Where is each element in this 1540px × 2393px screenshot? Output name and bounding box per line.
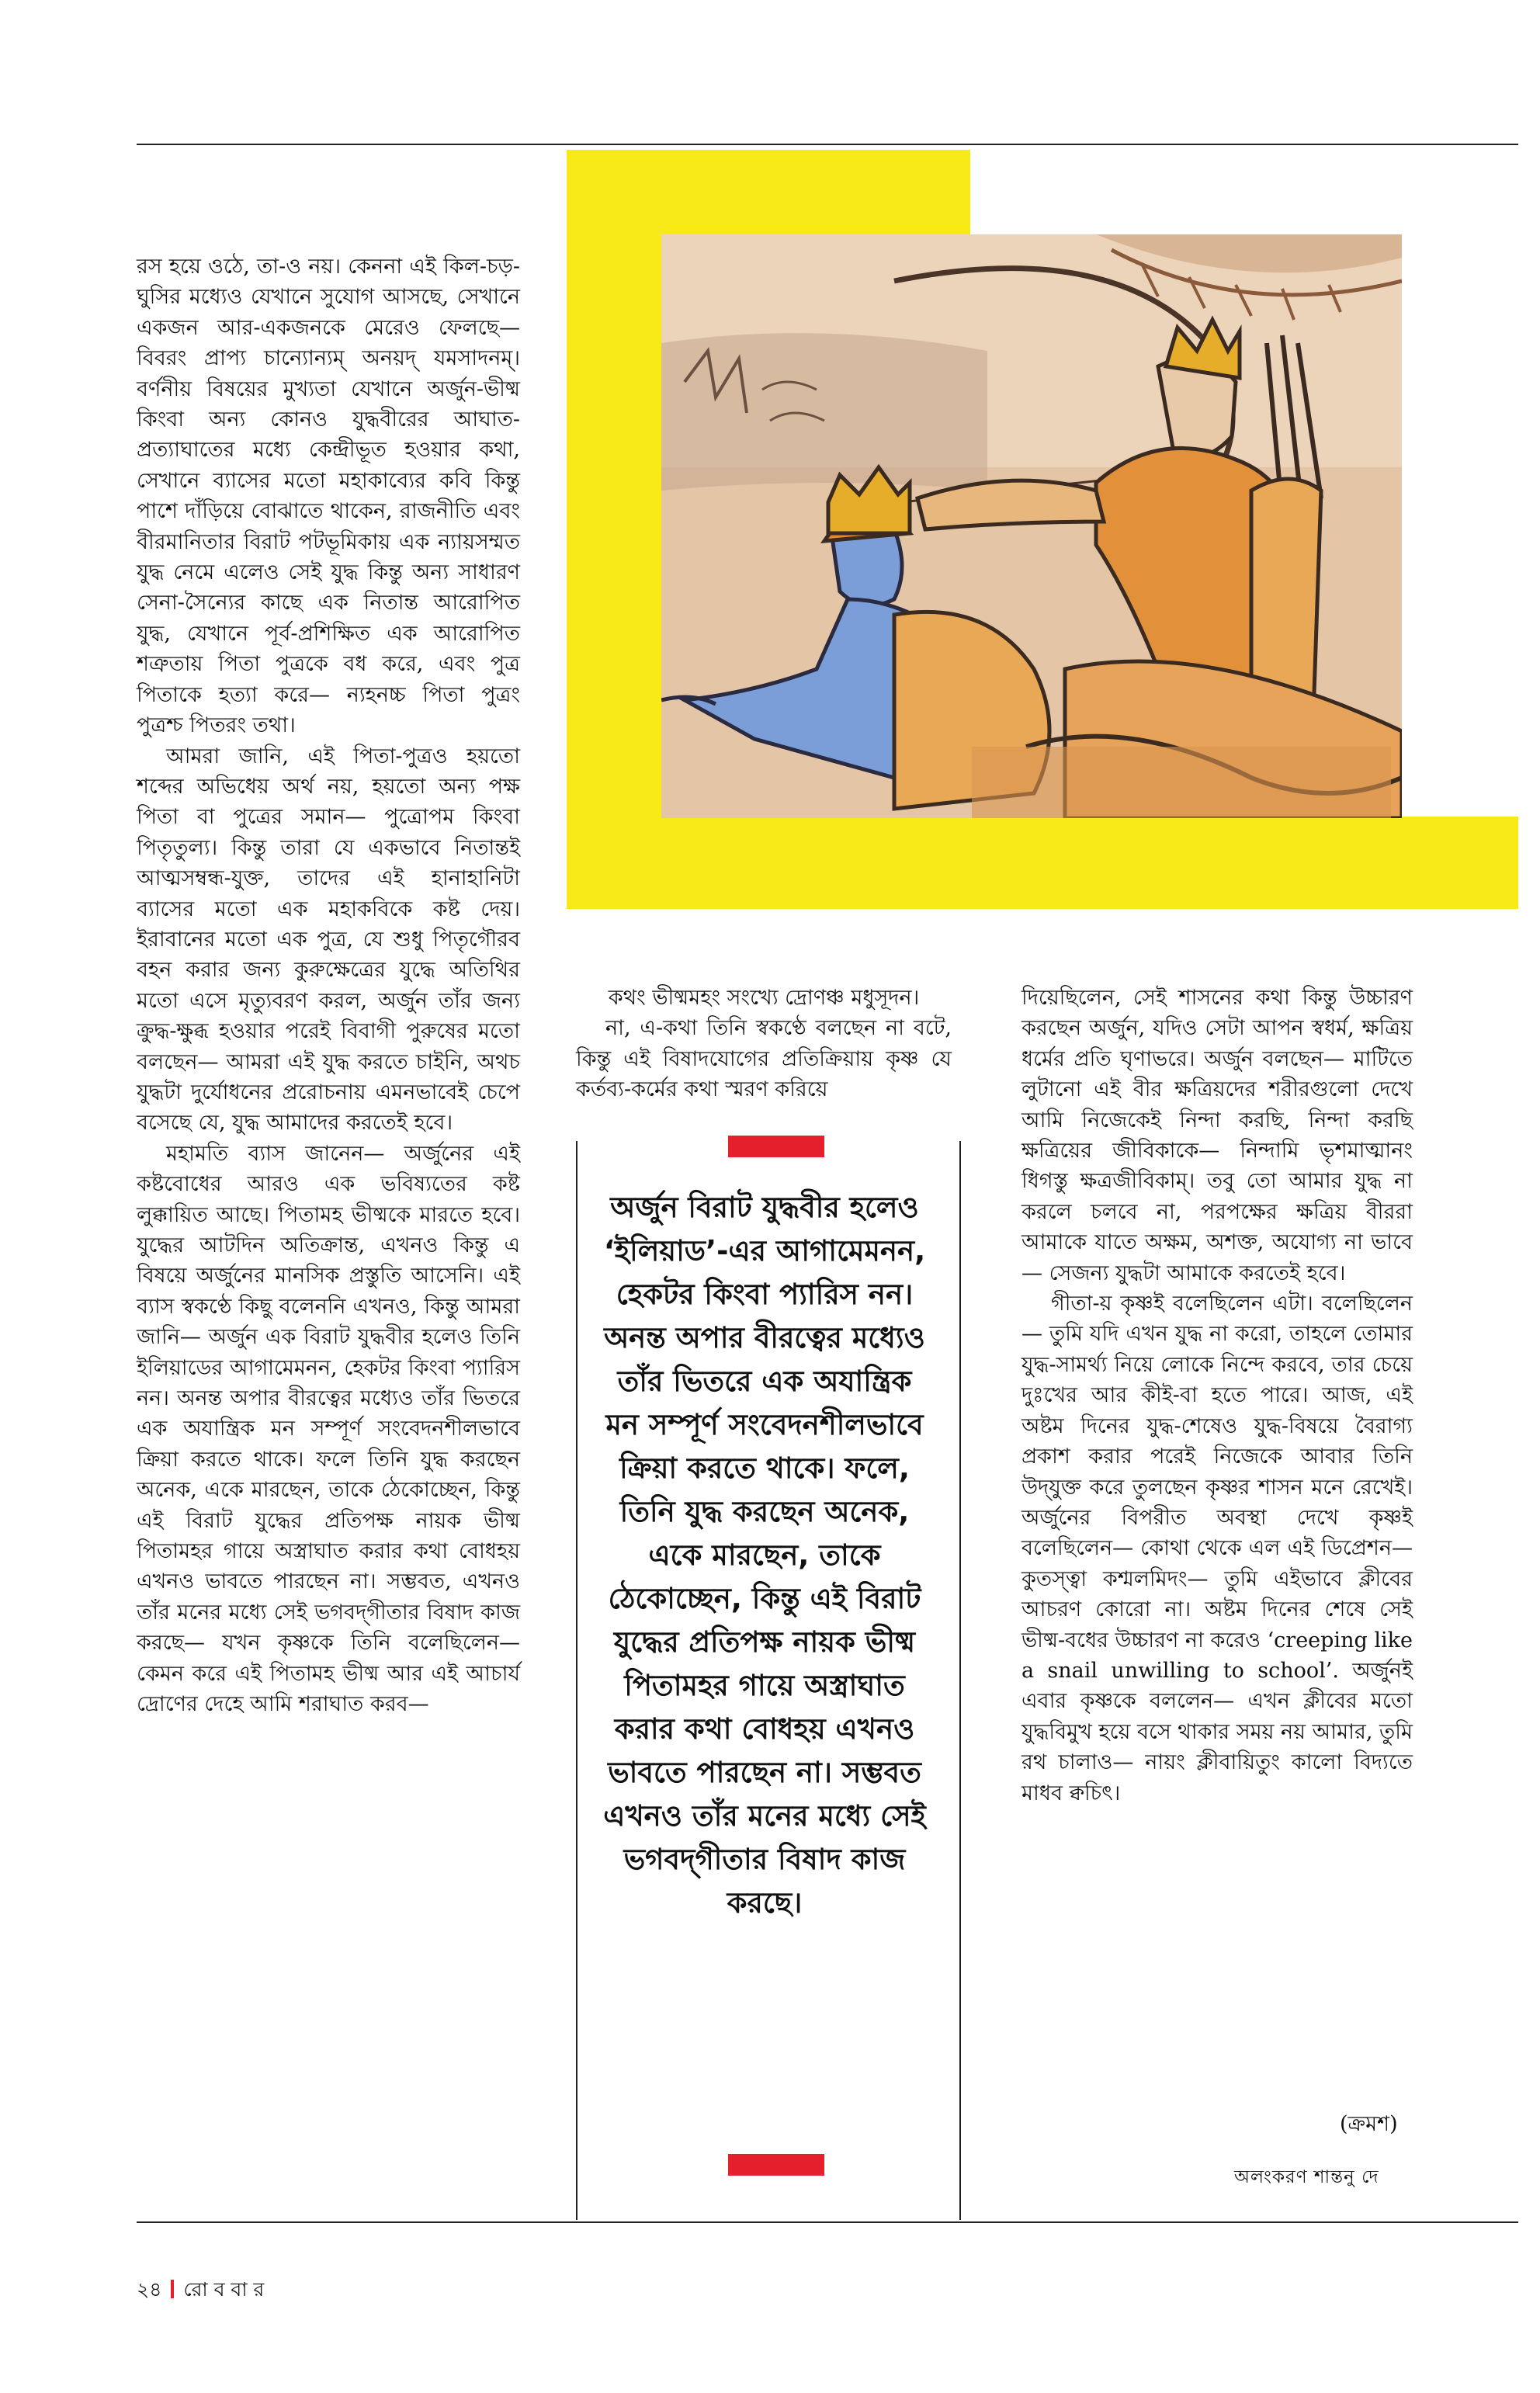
page-number: ২৪ (137, 2278, 162, 2301)
yellow-block-left (567, 150, 663, 909)
paragraph: দিয়েছিলেন, সেই শাসনের কথা কিন্তু উচ্চারণ করছেন অর্জুন, যদিও সেটা আপন স্বধর্ম, ক্ষত্রিয় ধর্মের প্রতি ঘৃণাভরে। অর্জুন বলছেন— মাটিতে লুটানো এই বীর ক্ষত্রিয়দের শরীরগুলো দেখে আমি নিজেকেই নিন্দা করছি, নিন্দা করছি ক্ষত্রিয়ের জীবিকাকে— নিন্দামি ভৃশমাত্মানং ধিগস্তু ক্ষত্রজীবিকাম্। তবু তো আমার যুদ্ধ না করলে চলবে না, পরপক্ষের ক্ষত্রিয় বীররা আমাকে যাতে অক্ষম, অশক্ত, অযোগ্য না ভাবে— সেজন্য যুদ্ধটা আমাকে করতেই হবে। (1021, 986, 1413, 1285)
paragraph: মহামতি ব্যাস জানেন— অর্জুনের এই কষ্টবোধের আরও এক ভবিষ্যতের কষ্ট লুক্কায়িত আছে। পিতামহ ভীষ্মকে মারতে হবে। যুদ্ধের আটদিন অতিক্রান্ত, এখনও কিন্তু এ বিষয়ে অর্জুনের মানসিক প্রস্তুতি আসেনি। এই ব্যাস স্বকণ্ঠে কিছু বলেননি এখনও, কিন্তু আমরা জানি— অর্জুন এক বিরাট যুদ্ধবীর হলেও তিনি ইলিয়াডের আগামেমনন, হেকটর কিংবা প্যারিস নন। অনন্ত অপার বীরত্বের মধ্যেও তাঁর ভিতরে এক অযান্ত্রিক মন সম্পূর্ণ সংবেদনশীলভাবে ক্রিয়া করতে থাকে। ফলে তিনি যুদ্ধ করছেন অনেক, একে মারছেন, তাকে ঠেকোচ্ছেন, কিন্তু এই বিরাট যুদ্ধের প্রতিপক্ষ নায়ক ভীষ্ম পিতামহর গায়ে অস্ত্রাঘাত করার কথা বোধহয় এখনও ভাবতে পারছেন না। সম্ভবত, এখনও তাঁর মনের মধ্যে সেই ভগবদ্‌গীতার বিষাদ কাজ করছে— যখন কৃষ্ণকে তিনি বলেছিলেন— কেমন করে এই পিতামহ ভীষ্ম আর এই আচার্য দ্রোণের দেহে আমি শরাঘাত করব— (137, 1141, 520, 1717)
magazine-name: রো ব বা র (183, 2278, 265, 2301)
article-column-right (1021, 983, 1413, 1809)
continued-label: (ক্রমশ) (1340, 2112, 1398, 2136)
paragraph: রস হয়ে ওঠে, তা-ও নয়। কেননা এই কিল-চড়-ঘুসির মধ্যেও যেখানে সুযোগ আসছে, সেখানে একজন আর-একজনকে মেরেও ফেলছে— বিবরং প্রাপ্য চান্যোন্যম্ অনয়দ্ যমসাদনম্। বর্ণনীয় বিষয়ের মুখ্যতা যেখানে অর্জুন-ভীষ্ম কিংবা অন্য কোনও যুদ্ধবীরের আঘাত-প্রত্যাঘাতের মধ্যে কেন্দ্রীভূত হওয়ার কথা, সেখানে ব্যাসের মতো মহাকাব্যের কবি কিন্তু পাশে দাঁড়িয়ে বোঝাতে থাকেন, রাজনীতি এবং বীরমানিতার বিরাট পটভূমিকায় এক ন্যায়সম্মত যুদ্ধ নেমে এলেও সেই যুদ্ধ কিন্তু অন্য সাধারণ সেনা-সৈন্যের কাছে এক নিতান্ত আরোপিত যুদ্ধ, যেখানে পূর্ব-প্রশিক্ষিত এক আরোপিত শত্রুতায় পিতা পুত্রকে বধ করে, এবং পুত্র পিতাকে হত্যা করে— ন্যহনচ্চ পিতা পুত্রং পুত্রশ্চ পিতরং তথা। (137, 255, 520, 738)
yellow-block-bottom (567, 817, 1518, 909)
paragraph: আমরা জানি, এই পিতা-পুত্রও হয়তো শব্দের অভিধেয় অর্থ নয়, হয়তো অন্য পক্ষ পিতা বা পুত্রের সমান— পুত্রোপম কিংবা পিতৃতুল্য। কিন্তু তারা যে একভাবে নিতান্তই আত্মসম্বন্ধ-যুক্ত, তাদের এই হানাহানিটা ব্যাসের মতো এক মহাকবিকে কষ্ট দেয়। ইরাবানের মতো এক পুত্র, যে শুধু পিতৃগৌরব বহন করার জন্য কুরুক্ষেত্রের যুদ্ধে অতিথির মতো এসে মৃত্যুবরণ করল, অর্জুন তাঁর জন্য ক্রুদ্ধ-ক্ষুব্ধ হওয়ার পরেই বিবাগী পুরুষের মতো বলছেন— আমরা এই যুদ্ধ করতে চাইনি, অথচ যুদ্ধটা দুর্যোধনের প্ররোচনায় এমনভাবেই চেপে বসেছে যে, যুদ্ধ আমাদের করতেই হবে। (137, 744, 520, 1136)
column-divider (959, 1141, 961, 2220)
bottom-rule (137, 2221, 1518, 2223)
paragraph: না, এ-কথা তিনি স্বকণ্ঠে বলছেন না বটে, কিন্তু এই বিষাদযোগের প্রতিক্রিয়ায় কৃষ্ণ যে কর্তব্য-কর্মের কথা স্মরণ করিয়ে (576, 1016, 952, 1102)
paragraph: গীতা-য় কৃষ্ণই বলেছিলেন এটা। বলেছিলেন— তুমি যদি এখন যুদ্ধ না করো, তাহলে তোমার যুদ্ধ-সামর্থ্য নিয়ে লোকে নিন্দে করবে, তার চেয়ে দুঃখের আর কীই-বা হতে পারে। আজ, এই অষ্টম দিনের যুদ্ধ-শেষেও যুদ্ধ-বিষয়ে বৈরাগ্য প্রকাশ করার পরেই নিজেকে আবার তিনি উদ্‌যুক্ত করে তুলছেন কৃষ্ণর শাসন মনে রেখেই। অর্জুনের বিপরীত অবস্থা দেখে কৃষ্ণই বলেছিলেন— কোথা থেকে এল এই ডিপ্রেশন— কুতস্ত্বা কশ্মলমিদং— তুমি এইভাবে ক্লীবের আচরণ কোরো না। অষ্টম দিনের শেষে সেই ভীষ্ম-বধের উচ্চারণ না করেও ‘creeping like a snail unwilling to school’. অর্জুনই এবার কৃষ্ণকে বললেন— এখন ক্লীবের মতো যুদ্ধবিমুখ হয়ে বসে থাকার সময় নয় আমার, তুমি রথ চালাও— নায়ং ক্লীবায়িতুং কালো বিদ্যতে মাধব ক্বচিৎ। (1021, 1292, 1413, 1805)
article-column-middle (576, 983, 952, 1105)
footer-separator (171, 2280, 174, 2298)
pullquote: অর্জুন বিরাট যুদ্ধবীর হলেও ‘ইলিয়াড’-এর আগামেমনন, হেকটর কিংবা প্যারিস নন। অনন্ত অপার বীরত্বের মধ্যেও তাঁর ভিতরে এক অযান্ত্রিক মন সম্পূর্ণ সংবেদনশীলভাবে ক্রিয়া করতে থাকে। ফলে, তিনি যুদ্ধ করছেন অনেক, একে মারছেন, তাকে ঠেকোচ্ছেন, কিন্তু এই বিরাট যুদ্ধের প্রতিপক্ষ নায়ক ভীষ্ম পিতামহর গায়ে অস্ত্রাঘাত করার কথা বোধহয় এখনও ভাবতে পারছেন না। সম্ভবত এখনও তাঁর মনের মধ্যে সেই ভগবদ্‌গীতার বিষাদ কাজ করছে। (603, 1191, 926, 1920)
article-column-left (137, 251, 520, 1720)
top-rule (137, 144, 1518, 145)
verse-line: কথং ভীষ্মমহং সংখ্যে দ্রোণঞ্চ মধুসূদন। (608, 986, 920, 1010)
pullquote-bottom-bar (728, 2154, 824, 2176)
page-footer (137, 2274, 264, 2308)
illustration-arjuna-krishna (661, 234, 1402, 818)
illustration-credit: অলংকরণ শান্তনু দে (1234, 2167, 1379, 2187)
pullquote-top-bar (728, 1136, 824, 1157)
column-divider (576, 1141, 578, 2220)
